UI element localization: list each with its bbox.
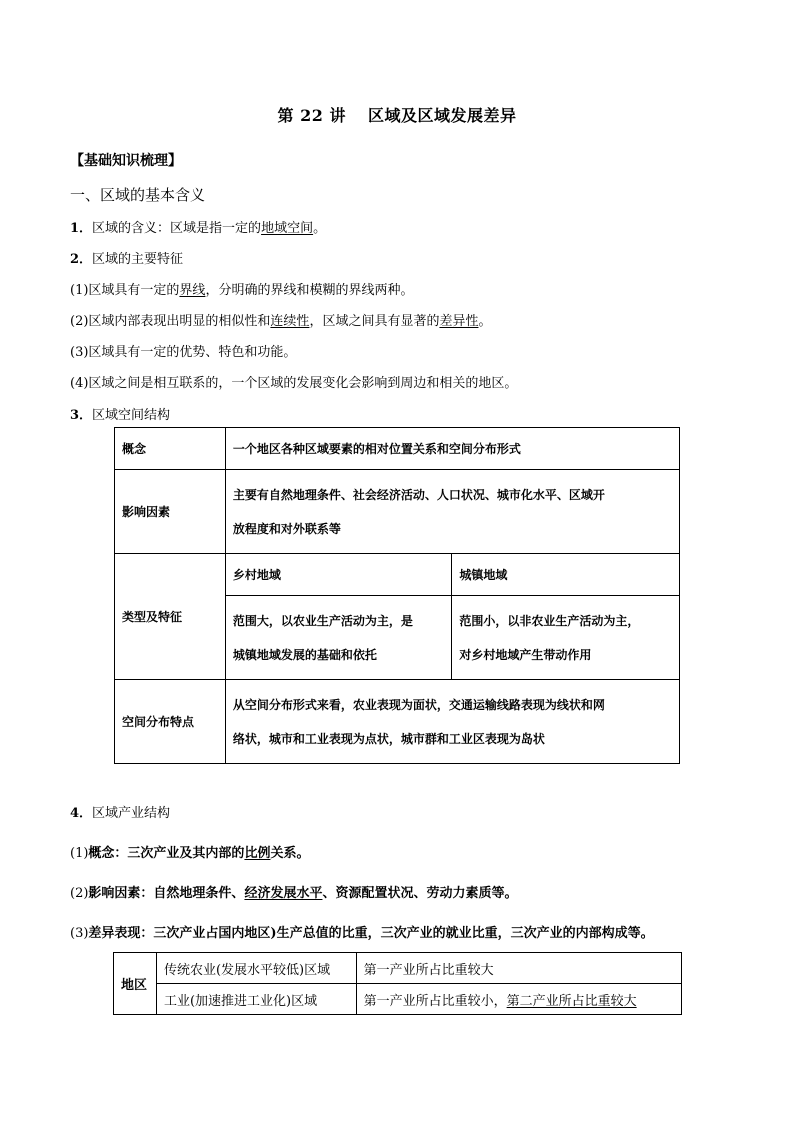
region-desc-2-a: 第一产业所占比重较小，	[363, 993, 507, 1009]
item-2-text: 区域的主要特征	[92, 252, 184, 267]
page-title	[0, 103, 794, 126]
feature-3: (3)区域具有一定的优势、特色和功能。	[70, 345, 297, 360]
industry-2-b: 影响因素：自然地理条件、	[88, 886, 245, 901]
industry-1-num: (1)	[70, 846, 89, 861]
distribution-line-2: 络状，城市和工业表现为点状，城市群和工业区表现为岛状	[232, 731, 545, 746]
industry-2-num: (2)	[70, 886, 89, 901]
item-4-num: 4．	[70, 806, 93, 821]
item-1-end: 。	[313, 221, 327, 236]
factors-text	[225, 470, 679, 554]
lecture-number: 第 22 讲	[277, 106, 346, 125]
industry-2	[70, 882, 517, 901]
feature-2-underline-1: 连续性	[270, 314, 310, 329]
section-header: 【基础知识梳理】	[70, 153, 182, 169]
factors-label: 影响因素	[115, 470, 226, 554]
industry-1	[70, 842, 309, 861]
item-4-text: 区域产业结构	[92, 806, 171, 821]
feature-1-a: (1)区域具有一定的	[70, 283, 180, 298]
feature-1-underline: 界线	[179, 283, 206, 298]
factors-line-2: 放程度和对外联系等	[232, 521, 341, 536]
region-desc-2	[356, 984, 681, 1015]
feature-2-b: ，区域之间具有显著的	[309, 314, 440, 329]
region-label: 地区	[114, 953, 157, 1015]
concept-label: 概念	[115, 428, 226, 470]
item-2	[70, 248, 183, 267]
item-2-num: 2．	[70, 252, 93, 267]
rural-line-1: 范围大，以农业生产活动为主，是	[232, 613, 413, 628]
distribution-label: 空间分布特点	[115, 680, 226, 764]
region-type-2: 工业(加速推进工业化)区域	[156, 984, 356, 1015]
feature-1-b: ，分明确的界线和模糊的界线两种。	[205, 283, 414, 298]
types-label: 类型及特征	[115, 554, 226, 680]
feature-2-c: 。	[478, 314, 492, 329]
urban-line-2: 对乡村地域产生带动作用	[459, 647, 592, 662]
item-1-text: 区域的含义：区域是指一定的	[92, 221, 262, 236]
region-desc-1: 第一产业所占比重较大	[356, 953, 681, 984]
lecture-topic: 区域及区域发展差异	[367, 106, 517, 125]
item-1-num: 1．	[70, 221, 93, 236]
rural-line-2: 城镇地域发展的基础和依托	[232, 647, 377, 662]
industry-3-num: (3)	[70, 926, 89, 941]
distribution-text	[225, 680, 679, 764]
industry-1-c: 关系。	[270, 846, 310, 861]
urban-line-1: 范围小，以非农业生产活动为主，	[459, 613, 640, 628]
industry-3-b: 差异表现：三次产业占国内地区)生产总值的比重，三次产业的就业比重，三次产业的内部构成等。	[88, 926, 654, 941]
urban-desc	[452, 596, 680, 680]
heading-basic-meaning: 一、区域的基本含义	[70, 186, 206, 204]
feature-2	[70, 310, 491, 329]
region-type-1: 传统农业(发展水平较低)区域	[156, 953, 356, 984]
item-1-underline: 地域空间	[261, 221, 314, 236]
industry-1-b: 概念：三次产业及其内部的	[88, 846, 245, 861]
factors-line-1: 主要有自然地理条件、社会经济活动、人口状况、城市化水平、区域开	[232, 487, 605, 502]
item-1	[70, 217, 326, 236]
feature-2-underline-2: 差异性	[439, 314, 479, 329]
region-industry-table	[113, 952, 682, 1015]
distribution-line-1: 从空间分布形式来看，农业表现为面状，交通运输线路表现为线状和网	[232, 697, 605, 712]
item-3	[70, 404, 170, 423]
item-3-num: 3．	[70, 408, 93, 423]
item-3-text: 区域空间结构	[92, 408, 171, 423]
urban-header: 城镇地域	[452, 554, 680, 596]
industry-1-underline: 比例	[244, 846, 271, 861]
region-desc-2-underline: 第二产业所占比重较大	[506, 993, 637, 1009]
spatial-structure-table	[114, 427, 680, 764]
rural-header: 乡村地域	[225, 554, 452, 596]
industry-2-c: 、资源配置状况、劳动力素质等。	[322, 886, 518, 901]
feature-1	[70, 279, 413, 298]
industry-2-underline: 经济发展水平	[244, 886, 323, 901]
concept-text: 一个地区各种区域要素的相对位置关系和空间分布形式	[225, 428, 679, 470]
industry-3	[70, 922, 654, 941]
feature-4: (4)区域之间是相互联系的，一个区域的发展变化会影响到周边和相关的地区。	[70, 376, 518, 391]
rural-desc	[225, 596, 452, 680]
item-4	[70, 802, 170, 821]
feature-2-a: (2)区域内部表现出明显的相似性和	[70, 314, 271, 329]
